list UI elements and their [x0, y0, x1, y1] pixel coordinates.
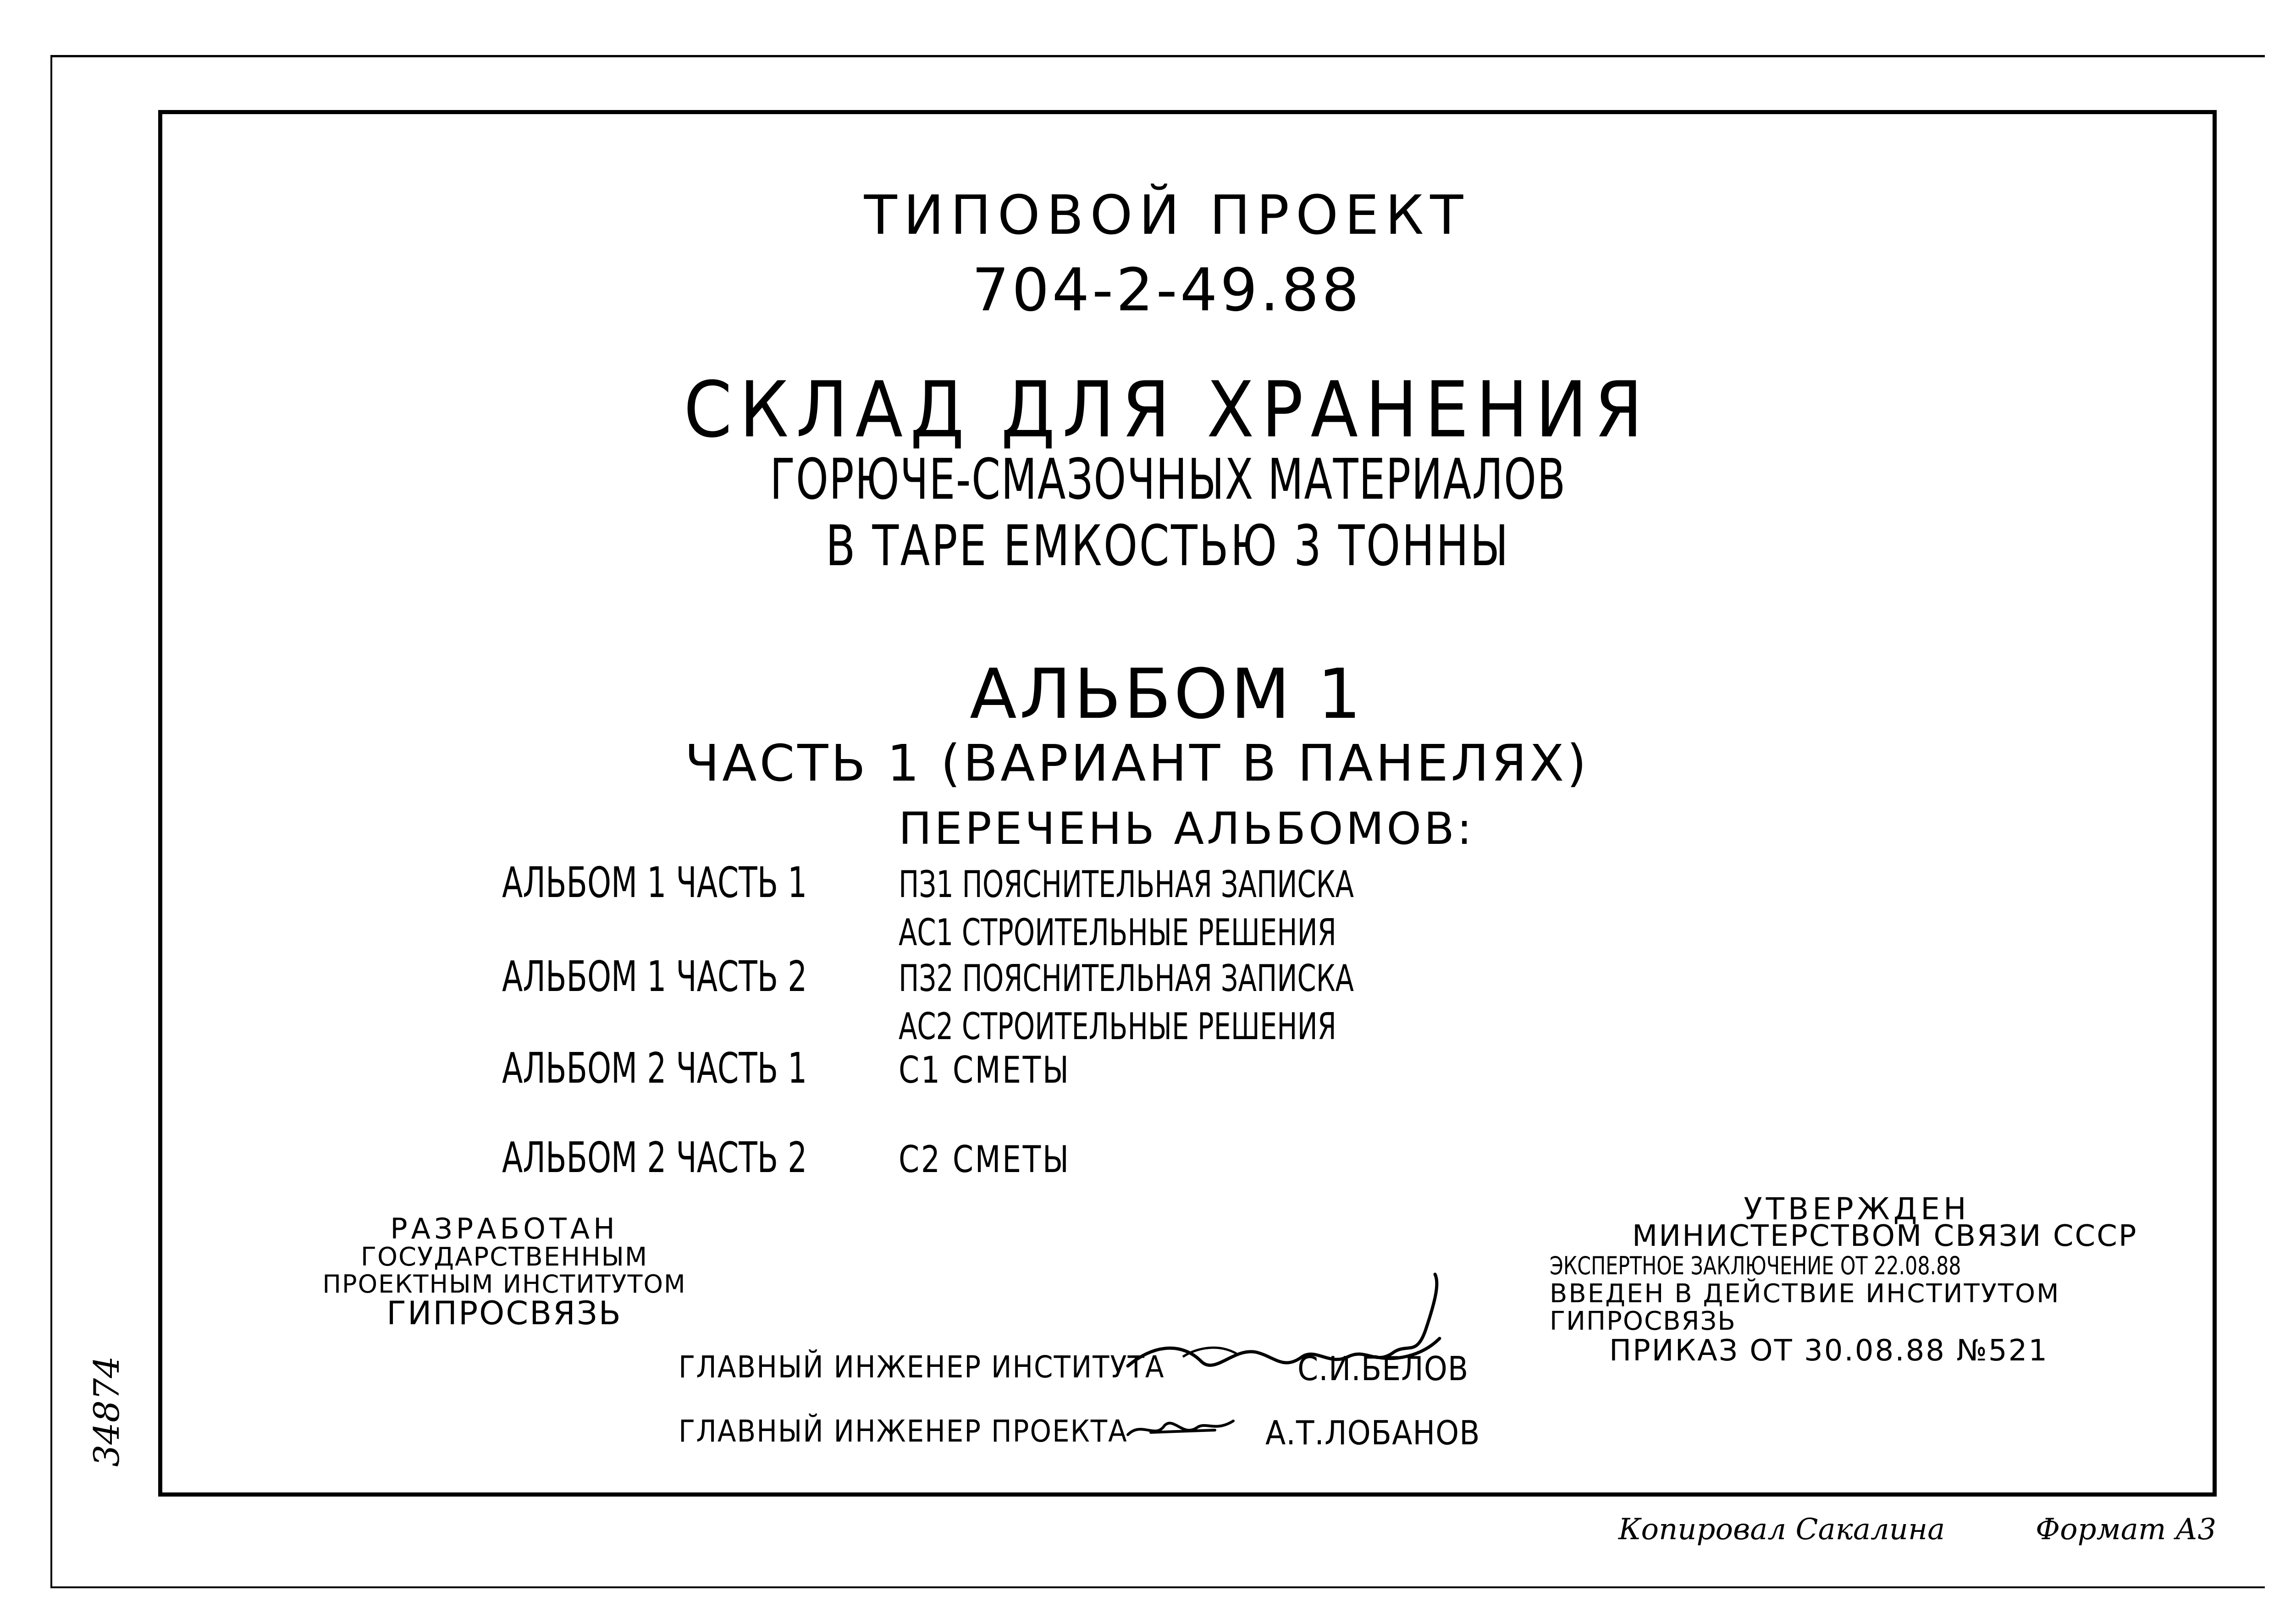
- album-list-entry-album: АЛЬБОМ 2 ЧАСТЬ 2: [502, 1133, 807, 1182]
- paper-format: Формат А3: [2036, 1513, 2217, 1547]
- title-line-3: В ТАРЕ ЕМКОСТЬЮ 3 ТОННЫ: [825, 513, 1510, 578]
- album-list-entry-doc: ПЗ2 ПОЯСНИТЕЛЬНАЯ ЗАПИСКА: [899, 957, 1354, 1000]
- title-line-1: СКЛАД ДЛЯ ХРАНЕНИЯ: [684, 365, 1650, 455]
- signature-role: ГЛАВНЫЙ ИНЖЕНЕР ПРОЕКТА: [679, 1414, 1128, 1449]
- album-list-heading: ПЕРЕЧЕНЬ АЛЬБОМОВ:: [899, 803, 1475, 854]
- approval-line-1: УТВЕРЖДЕН: [1744, 1191, 1970, 1227]
- developer-line-1: РАЗРАБОТАН: [390, 1212, 618, 1245]
- album-list-entry-album: АЛЬБОМ 1 ЧАСТЬ 2: [502, 952, 807, 1001]
- signature-scribble-project-engineer: [1123, 1407, 1238, 1448]
- album-list-entry-doc: С2 СМЕТЫ: [899, 1138, 1071, 1181]
- approval-line-4: ВВЕДЕН В ДЕЙСТВИЕ ИНСТИТУТОМ: [1550, 1279, 2060, 1309]
- developer-line-2: ГОСУДАРСТВЕННЫМ: [360, 1242, 648, 1272]
- copied-by: Копировал Сакалина: [1618, 1513, 1945, 1547]
- approval-line-3: ЭКСПЕРТНОЕ ЗАКЛЮЧЕНИЕ ОТ 22.08.88: [1550, 1251, 1961, 1280]
- album-list-entry-doc: АС2 СТРОИТЕЛЬНЫЕ РЕШЕНИЯ: [899, 1005, 1336, 1048]
- album-list-entry-album: АЛЬБОМ 2 ЧАСТЬ 1: [502, 1044, 807, 1093]
- project-number: 704-2-49.88: [971, 256, 1362, 325]
- title-line-2: ГОРЮЧЕ-СМАЗОЧНЫХ МАТЕРИАЛОВ: [770, 447, 1566, 512]
- signature-role: ГЛАВНЫЙ ИНЖЕНЕР ИНСТИТУТА: [679, 1349, 1165, 1385]
- developer-line-4: ГИПРОСВЯЗЬ: [386, 1294, 622, 1332]
- side-inventory-number: 34874: [86, 1356, 127, 1467]
- approval-line-5: ГИПРОСВЯЗЬ: [1550, 1306, 1736, 1336]
- developer-line-3: ПРОЕКТНЫМ ИНСТИТУТОМ: [322, 1270, 686, 1299]
- series-label: ТИПОВОЙ ПРОЕКТ: [864, 183, 1470, 247]
- signature-name: А.Т.ЛОБАНОВ: [1265, 1414, 1480, 1452]
- album-list-entry-doc: ПЗ1 ПОЯСНИТЕЛЬНАЯ ЗАПИСКА: [899, 863, 1354, 906]
- signature-name: С.И.БЕЛОВ: [1297, 1349, 1469, 1388]
- album-list-entry-doc: С1 СМЕТЫ: [899, 1049, 1071, 1091]
- album-name: АЛЬБОМ 1: [970, 655, 1364, 734]
- approval-line-2: МИНИСТЕРСТВОМ СВЯЗИ СССР: [1632, 1219, 2138, 1253]
- album-list-entry-album: АЛЬБОМ 1 ЧАСТЬ 1: [502, 858, 807, 907]
- album-list-entry-doc: АС1 СТРОИТЕЛЬНЫЕ РЕШЕНИЯ: [899, 911, 1336, 954]
- approval-line-6: ПРИКАЗ ОТ 30.08.88 №521: [1609, 1334, 2049, 1368]
- album-part: ЧАСТЬ 1 (ВАРИАНТ В ПАНЕЛЯХ): [684, 734, 1590, 793]
